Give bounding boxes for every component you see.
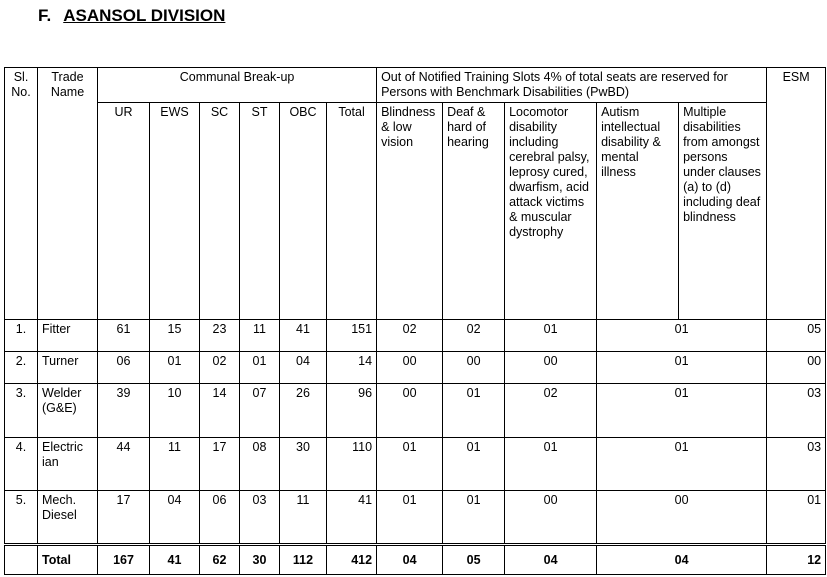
ur-header: UR — [98, 103, 150, 320]
blindness-cell: 00 — [377, 352, 443, 384]
esm-cell: 01 — [767, 491, 826, 545]
obc-cell: 30 — [280, 438, 327, 491]
sc-cell: 06 — [200, 491, 240, 545]
locomotor-cell: 02 — [505, 384, 597, 438]
total-row — [5, 545, 826, 575]
total-ur: 167 — [98, 545, 150, 575]
deaf-cell: 01 — [443, 438, 505, 491]
autism-header: Autism intellectual disability & mental illness — [597, 103, 679, 320]
blindness-header: Blindness & low vision — [377, 103, 443, 320]
blindness-cell: 02 — [377, 320, 443, 352]
total-autism-multiple: 04 — [597, 545, 767, 575]
total-label: Total — [38, 545, 98, 575]
total-blindness: 04 — [377, 545, 443, 575]
ur-cell: 17 — [98, 491, 150, 545]
seat-distribution-table — [4, 67, 826, 575]
ews-cell: 11 — [150, 438, 200, 491]
st-header: ST — [240, 103, 280, 320]
obc-cell: 41 — [280, 320, 327, 352]
table-row — [5, 352, 826, 384]
header-row-1 — [5, 68, 826, 103]
section-heading — [38, 6, 225, 26]
esm-cell: 03 — [767, 384, 826, 438]
sl-cell: 2. — [5, 352, 38, 384]
obc-cell: 04 — [280, 352, 327, 384]
table-row — [5, 491, 826, 545]
obc-cell: 26 — [280, 384, 327, 438]
section-number: F. — [38, 6, 52, 25]
deaf-header: Deaf & hard of hearing — [443, 103, 505, 320]
autism-multiple-cell: 01 — [597, 352, 767, 384]
ews-cell: 15 — [150, 320, 200, 352]
total-obc: 112 — [280, 545, 327, 575]
obc-cell: 11 — [280, 491, 327, 545]
autism-multiple-cell: 01 — [597, 320, 767, 352]
st-cell: 08 — [240, 438, 280, 491]
ews-cell: 04 — [150, 491, 200, 545]
sc-cell: 14 — [200, 384, 240, 438]
total-esm: 12 — [767, 545, 826, 575]
obc-header: OBC — [280, 103, 327, 320]
trade-cell: Fitter — [38, 320, 98, 352]
sl-cell: 3. — [5, 384, 38, 438]
header-row-2 — [5, 103, 826, 136]
pwbd-header: Out of Notified Training Slots 4% of total seats are reserved for Persons with Benchmark Disabilities (PwBD) — [377, 68, 767, 103]
total-ews: 41 — [150, 545, 200, 575]
sc-cell: 17 — [200, 438, 240, 491]
table-row — [5, 320, 826, 352]
locomotor-cell: 01 — [505, 320, 597, 352]
multiple-disabilities-header: Multiple disabilities from amongst persons under clauses (a) to (d) including deaf blindness — [679, 103, 767, 320]
autism-multiple-cell: 01 — [597, 384, 767, 438]
communal-breakup-header: Communal Break-up — [98, 68, 377, 103]
esm-cell: 03 — [767, 438, 826, 491]
total-cell: 151 — [327, 320, 377, 352]
ews-header: EWS — [150, 103, 200, 320]
sl-cell: 1. — [5, 320, 38, 352]
ur-cell: 39 — [98, 384, 150, 438]
ur-cell: 61 — [98, 320, 150, 352]
trade-name-header: Trade Name — [38, 68, 98, 320]
st-cell: 01 — [240, 352, 280, 384]
total-cell: 96 — [327, 384, 377, 438]
total-total: 412 — [327, 545, 377, 575]
deaf-cell: 02 — [443, 320, 505, 352]
ews-cell: 01 — [150, 352, 200, 384]
total-header: Total — [327, 103, 377, 320]
trade-cell: Welder (G&E) — [38, 384, 98, 438]
sl-no-header: Sl. No. — [5, 68, 38, 320]
locomotor-cell: 00 — [505, 491, 597, 545]
ur-cell: 06 — [98, 352, 150, 384]
sc-header: SC — [200, 103, 240, 320]
sl-cell: 5. — [5, 491, 38, 545]
esm-header: ESM — [767, 68, 826, 320]
esm-cell: 05 — [767, 320, 826, 352]
locomotor-cell: 00 — [505, 352, 597, 384]
total-sc: 62 — [200, 545, 240, 575]
sc-cell: 23 — [200, 320, 240, 352]
section-title: ASANSOL DIVISION — [63, 6, 226, 25]
locomotor-cell: 01 — [505, 438, 597, 491]
locomotor-header: Locomotor disability including cerebral palsy, leprosy cured, dwarfism, acid attack victims & muscular dystrophy — [505, 103, 597, 320]
sc-cell: 02 — [200, 352, 240, 384]
total-locomotor: 04 — [505, 545, 597, 575]
trade-cell: Electric ian — [38, 438, 98, 491]
total-cell: 110 — [327, 438, 377, 491]
total-sl-cell — [5, 545, 38, 575]
autism-multiple-cell: 01 — [597, 438, 767, 491]
deaf-cell: 01 — [443, 491, 505, 545]
total-deaf: 05 — [443, 545, 505, 575]
ur-cell: 44 — [98, 438, 150, 491]
esm-cell: 00 — [767, 352, 826, 384]
blindness-cell: 00 — [377, 384, 443, 438]
total-st: 30 — [240, 545, 280, 575]
deaf-cell: 00 — [443, 352, 505, 384]
deaf-cell: 01 — [443, 384, 505, 438]
sl-cell: 4. — [5, 438, 38, 491]
st-cell: 11 — [240, 320, 280, 352]
autism-multiple-cell: 00 — [597, 491, 767, 545]
ews-cell: 10 — [150, 384, 200, 438]
blindness-cell: 01 — [377, 491, 443, 545]
blindness-cell: 01 — [377, 438, 443, 491]
table-row — [5, 384, 826, 438]
trade-cell: Mech. Diesel — [38, 491, 98, 545]
total-cell: 41 — [327, 491, 377, 545]
total-cell: 14 — [327, 352, 377, 384]
st-cell: 03 — [240, 491, 280, 545]
table-row — [5, 438, 826, 491]
st-cell: 07 — [240, 384, 280, 438]
trade-cell: Turner — [38, 352, 98, 384]
